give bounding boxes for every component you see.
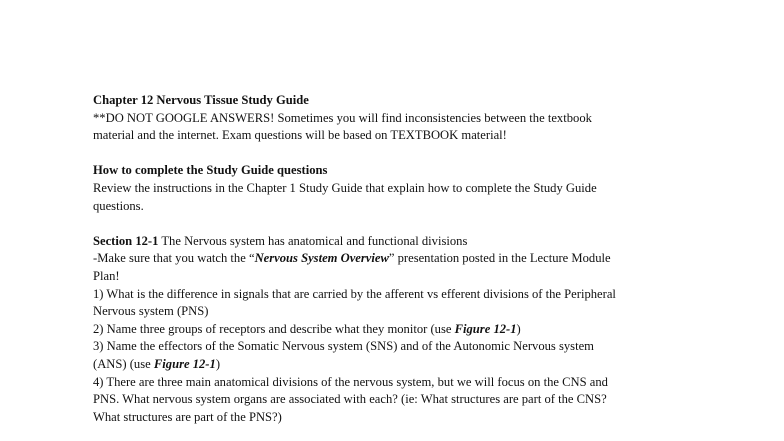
question-4-cont: PNS. What nervous system organs are associated with each? (ie: What structures are part of the CNS? (93, 392, 607, 407)
question-4: 4) There are three main anatomical divisions of the nervous system, but we will focus on the CNS and (93, 374, 608, 389)
figure-ref: Figure 12-1 (153, 356, 216, 371)
how-to-line-2: questions. (93, 198, 144, 213)
how-to-line-1: Review the instructions in the Chapter 1 Study Guide that explain how to complete the Study Guide (93, 180, 597, 195)
section-title: The Nervous system has anatomical and functional divisions (158, 233, 468, 248)
presentation-title: Nervous System Overview (254, 251, 389, 266)
question-4-cont: What structures are part of the PNS?) (93, 409, 282, 424)
doc-title: Chapter 12 Nervous Tissue Study Guide (93, 93, 309, 107)
section-heading (93, 233, 733, 251)
question-2: 2) Name three groups of receptors and describe what they monitor (use Figure 12-1) (93, 321, 521, 336)
section-label: Section 12-1 (93, 233, 159, 248)
figure-ref: Figure 12-1 (454, 321, 517, 336)
how-to-heading: How to complete the Study Guide questions (93, 163, 328, 178)
spacer (93, 145, 733, 163)
question-3-cont: (ANS) (use Figure 12-1) (93, 356, 221, 371)
question-1-cont: Nervous system (PNS) (93, 304, 209, 319)
question-1: 1) What is the difference in signals that are carried by the afferent vs efferent divisions of the Peripheral (93, 286, 616, 301)
warning-line-1: **DO NOT GOOGLE ANSWERS! Sometimes you will find inconsistencies between the textbook (93, 110, 592, 125)
question-3: 3) Name the effectors of the Somatic Nervous system (SNS) and of the Autonomic Nervous system (93, 339, 594, 354)
watch-instruction: -Make sure that you watch the “Nervous System Overview” presentation posted in the Lecture Module (93, 251, 611, 266)
spacer (93, 215, 733, 233)
watch-instruction-cont: Plan! (93, 268, 120, 283)
study-guide-page (93, 92, 733, 426)
warning-line-2: material and the internet. Exam questions will be based on TEXTBOOK material! (93, 128, 507, 143)
